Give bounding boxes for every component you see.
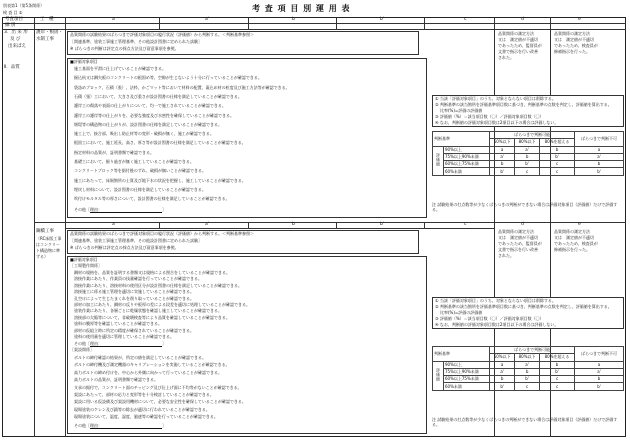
judge-sub-1: 50%以下 [490,354,515,361]
evaluation-item: 架設にあたって、部材の応力と変形等を十分検討していることが確認できる。 [74,392,214,397]
sec2-shop-head: ［工場製作関係］ [70,263,102,268]
sec1-work-1: 護岸・根固・ [36,30,63,35]
sec2-c-1: 品質関係の測定方法 [498,229,534,234]
judge-cell: b' [540,368,575,375]
sec2-other-2: その他［理由： ］ [74,423,166,428]
col-d-header: d [521,17,524,22]
judge-cell: a [490,361,515,368]
judge-cell: a [575,146,624,153]
sec2-eval-head: ■評価対象項目 [70,257,98,262]
sec2-e-1: 品質関係の測定方法 [554,229,590,234]
judge-cell: b [540,146,575,153]
evaluation-item: 吹付けモルタル等の厚さについて、設計図書の仕様を満足していることが確認できる。 [74,196,230,202]
item-3-label-b: 及 び [10,37,21,42]
evaluation-item: 塗料の使用量を適切に管理していることが確認できる。 [74,334,174,339]
judge-sub-2: 80%以下 [515,139,540,146]
sec2-work-5: ずる） [36,254,48,259]
evaluation-item: ボルトの締付確認の結果が、所定の値を満足していることが確認できる。 [74,355,206,360]
sec1-judge-table [432,131,624,176]
judge-cell: a [490,146,515,153]
judge-cell: b' [575,168,624,175]
sec1-note-1: ① 当該「評価対象項目」のうち、対象とならない項目は削除する。 [435,96,556,101]
sec2-note-5: ④ なお、判断値の評価対象項目数は2項目以下の場合は評価しない。 [435,322,559,327]
judge-sub-3: 80%を超える [540,354,575,361]
sec2-intro-3: ※ ばらつきの判断は評定点の採点方法及び留意事項を参照。 [70,245,179,250]
judge-cell: b' [490,168,515,175]
judge-sub-2: 80%以下 [515,354,540,361]
judge-cell: a' [515,146,540,153]
sec2-intro-2: ［関連基準、塗装工事施工管理基準、その他設計図書に定められた試験］ [70,238,202,243]
sec2-col-a: a [112,222,115,227]
sec2-work-2: （RC床版工事 [36,236,62,241]
sec2-note-3: 比率(%)=評価の評価値 [440,310,483,315]
sec1-note-5: ④ なお、判断値の評価対象項目数は2項目以下の場合は評価しない。 [435,120,559,125]
evaluation-item: 塗料の膜厚等を確認していることが確認できる。 [74,321,162,327]
judge-cell: c [515,383,540,390]
sec2-e-3: であったため、検査員が [554,241,598,246]
sec1-note-2: ② 判断基準の該当箇所を評価基準項目数に基づき、判断基準の点数を判定し、評価値を算出する。 [435,102,612,107]
sec2-c-2: 又は 測定値が不適切 [498,235,538,240]
sec1-e-1: 品質関係の測定方法 [554,31,590,36]
judge-label: 評価値 [433,361,444,390]
judge-cell: b [515,368,540,375]
item-3-label-c: 出来ばえ [8,44,26,49]
judge-cell: b' [540,153,575,160]
sec1-e-2: 又は 測定値が不適切 [554,37,594,42]
judge-cell: c [540,161,575,168]
col-b-header: b [292,17,295,22]
evaluation-item: 施工にあたって、床堀箇所の土質及び地下水の状況を把握し、施工していることが確認できる。 [74,177,246,183]
sub-heading-2: 検 査 目 ① [3,10,23,15]
item-3-label: 3．出 来 形 [4,30,28,35]
evaluation-item: 鋼材の規格を、品質を証明する書類又は規格による照合をしていることが確認できる。 [74,270,230,275]
evaluation-item: 基礎工において、掘り過ぎが無く施工していることが確認できる。 [74,159,194,164]
evaluation-item: 埋戻し材料について、設計図書の仕様を満足していることが確認できる。 [74,186,206,192]
judge-cell: b' [490,383,515,390]
judge-cell: b [575,376,624,383]
col-c-header: c [464,17,467,22]
evaluation-item: 施工基面を平滑に仕上げていることが確認できる。 [74,66,166,71]
sec2-e-2: 又は 測定値が不適切 [554,235,594,240]
sec1-work-2: 水制工事 [36,37,54,42]
judge-row-key: 90%以上 [444,146,490,153]
judge-head: 判断基準 [433,132,490,147]
sec2-col-a2: a' [205,222,209,227]
sec2-col-b2: b' [380,222,385,227]
evaluation-item: 高力ボルトの締め付けを、中心から外側に向かって行っていることが確認できる。 [74,369,222,375]
sec2-work-4: ト構造物に準 [36,248,60,253]
judge-cell: b [575,161,624,168]
judge-head: 判断基準 [433,347,490,362]
evaluation-item: 護岸工の護岸等の仕上がりを、必要な強度及び水密性を確保していることが確認できる。 [74,112,234,118]
item-2-label: Ⅱ．品質 [4,65,20,70]
judge-row-key: 60%以上75%未満 [444,376,490,383]
sec1-eval-box [67,58,427,218]
sec1-c-2: 又は 測定値が不適切 [498,37,538,42]
judge-sub-3: 80%を超える [540,139,575,146]
sec2-col-c: c [464,222,467,227]
evaluation-item: 施工上で、接合部、吸出し防止材等の変形・破損が無く、施工が確認できる。 [74,131,214,137]
col-detail-header: 細 別 [5,23,16,28]
judge-cell: b' [575,383,624,390]
col-e-header: e [578,17,581,22]
evaluation-item: ボルトの締付機及び測定機器のキャリブレーションを実施していることが確認できる。 [74,362,230,368]
sec2-note-2: ② 判断基準の該当箇所を評価基準項目数に基づき、判断基準の点数を判定し、評価値を算出する。 [435,304,612,309]
judge-label: 評価値 [433,146,444,175]
sec2-judge-footnote: 注 試験結果の打点数等が少なくばらつきの判断ができない場合は評価対象項目（評価値）だけで評価する。 [432,417,618,427]
sec2-work-3: はコンクリー [36,242,60,247]
sec2-c-5: された。 [498,253,514,258]
judge-cell: a' [490,368,515,375]
evaluation-item: 現場塗装のケレン及び錆等の除去が適切に行われていることが確認できる。 [74,406,210,412]
evaluation-item: 掘込杭又は鋼矢板のコンクリートの根固め等、空隙が生じないよう十分に行っていることが確認できる。 [74,75,262,81]
sec2-other-1: その他［理由： ］ [74,341,166,346]
judge-row-key: 60%以上75%未満 [444,161,490,168]
evaluation-item: 袋詰めブロック、石積（張）、法枠、かごマット等において材料の配置、裏込め材の粒度及び施工方法等が確認できる。 [74,84,290,90]
evaluation-item: 護岸工の傷落や表面の仕上がりについて、均一で施工されていることが確認できる。 [74,103,226,109]
judge-cell: c [515,168,540,175]
col-b2-header: b' [380,17,385,22]
evaluation-item: 部材の仮組立時に所定の精度が確保されていることが確認できる。 [74,327,194,333]
sec1-note-3: 比率(%)=評価の評価値 [440,108,483,113]
sec1-c-3: であったため、監督員が [498,43,542,48]
evaluation-item: 根固工において、施工延長、高さ、厚さ等が設計図書の仕様を満足していることが確認できる。 [74,140,246,146]
judge-cell: b' [515,161,540,168]
judge-cell: c [540,376,575,383]
sec1-e-4: 修補指示を行った。 [554,49,590,54]
judge-cell: a [575,361,624,368]
sec2-e-4: 修補指示を行った。 [554,247,590,252]
sec1-c-4: 文書で指示を行い改善 [498,49,538,54]
judge-cell: b [490,161,515,168]
sec1-other: その他［理由： ］ [74,207,166,212]
evaluation-item: 溶接施工に係る施工管理を適切に実施していることが確認できる。 [74,289,194,295]
sec1-judge-footnote: 注 試験結果の打点数等が少なくばらつきの判断ができない場合は評価対象項目（評価値）だけで評価する。 [432,202,618,212]
judge-cell: a' [575,153,624,160]
sec1-eval-head: ■評価対象項目 [70,59,98,64]
sec2-note-4: ③ 評価値（%）＝該当項目数（〇）／評価対象項目数（〇） [435,316,544,321]
judge-cell: b [540,361,575,368]
judge-row-key: 60%未満 [444,383,490,390]
evaluation-item: 堰堤等の構造物の仕上がりが、設計図書の仕様を満足していることが確認できる。 [74,121,222,127]
sec2-site-head: ［架設関係］ [70,347,94,352]
evaluation-item: 架設に用いる仮設備及び架設用機材について、必要な安全性を確保していることが確認できる。 [74,399,246,405]
judge-cell: b [515,153,540,160]
sec2-work-1: 鋼橋工事 [36,229,54,234]
sec1-intro-3: ※ ばらつきの判断は評定点の採点方法及び留意事項を参照。 [70,46,179,51]
evaluation-item: 現場塗装について、温度、湿度、風速等の確認を行っていることが確認できる。 [74,414,218,420]
evaluation-item: 溶接部の欠陥等について、非破壊検査等により品質を確認していることが確認できる。 [74,314,230,320]
judge-row-key: 90%以上 [444,361,490,368]
sec1-c-1: 品質関係の測定方法 [498,31,534,36]
judge-row-key: 75%以上90%未満 [444,153,490,160]
judge-row-key: 75%以上90%未満 [444,368,490,375]
sec2-col-b: b [292,222,295,227]
judge-cell: b' [515,376,540,383]
evaluation-item: 部材の加工にあたり、鋼材の反りや板厚の差による段差を適切に処理していることが確認できる。 [74,302,250,307]
col-work-header: 工 種 [40,17,54,22]
sub-heading-1: 別表第1（第5条関係） [3,3,45,8]
evaluation-item: 支承の据付で、コンクリート面のチッピング及び仕上げ面に不均等がないことが確認できる。 [74,384,242,390]
judge-row-key: 60%未満 [444,168,490,175]
sec2-col-e: e [578,222,581,227]
sec1-intro-2: ［関連基準、塗装工事施工管理基準、その他設計図書に定められた試験］ [70,39,202,44]
judge-sub-1: 50%以下 [490,139,515,146]
evaluation-item: 高力ボルトの品質が、証明書類で確認できる。 [74,377,158,383]
judge-cell: a' [515,361,540,368]
evaluation-item: 石積（張）工において、大きさ及び重さが設計図書の仕様を満足していることが確認できる。 [74,93,242,99]
judge-col-group: ばらつきで判断可能 [490,132,575,139]
col-a-header: a [112,17,115,22]
sec2-c-3: であったため、監督員が [498,241,542,246]
judge-cell: c [540,383,575,390]
judge-cell: b [490,376,515,383]
sec1-intro-1: 品質関係の試験結果のばらつきで評価対象項目の履行状況（評価値）から判断する。＜判断基準参照＞ [70,32,254,37]
judge-col-group: ばらつきで判断可能 [490,347,575,354]
sec2-intro-1: 品質関係の試験結果のばらつきで評価対象項目の履行状況（評価値）から判断する。＜判断基準参照＞ [70,231,254,236]
evaluation-item: 塗装作業にあたり、各層ごとに乾燥状態を確認し施工していることが確認できる。 [74,308,222,314]
col-item-header: 考査項目 [5,17,23,22]
evaluation-item: コンクリートブロック等を据付後のずれ、破損が無いことが確認できる。 [74,168,206,174]
judge-col-group-2: ばらつきで判断不可 [575,132,624,147]
sec2-c-4: 文書で指示を行い改善 [498,247,538,252]
judge-col-group-2: ばらつきで判断不可 [575,347,624,362]
evaluation-item: 溶接作業にあたり、作業員の技量確認を行っていることが確認できる。 [74,276,202,282]
sec2-col-d: d [521,222,524,227]
page-title: 考 査 項 目 別 運 用 表 [252,4,351,13]
sec1-e-3: であったため、検査員が [554,43,598,48]
sec1-c-5: された。 [498,55,514,60]
col-a2-header: a' [205,17,209,22]
judge-cell: a' [575,368,624,375]
sec2-note-1: ① 当該「評価対象項目」のうち、対象とならない項目は削除する。 [435,298,556,303]
judge-cell: c [540,168,575,175]
evaluation-item: 指定材料の品質が、証明書類で確認できる。 [74,149,154,155]
sec2-judge-table [432,346,624,391]
evaluation-item: 溶接作業にあたり、溶接材料の使用区分が設計図書の仕様を満足していることが確認できる。 [74,282,242,288]
sec1-note-4: ③ 評価値（%）＝該当項目数（〇）／評価対象項目数（〇） [435,114,544,119]
evaluation-item: 孔空けによって生じたまくれを削り取っていることが確認できる。 [74,295,194,301]
judge-cell: a' [490,153,515,160]
